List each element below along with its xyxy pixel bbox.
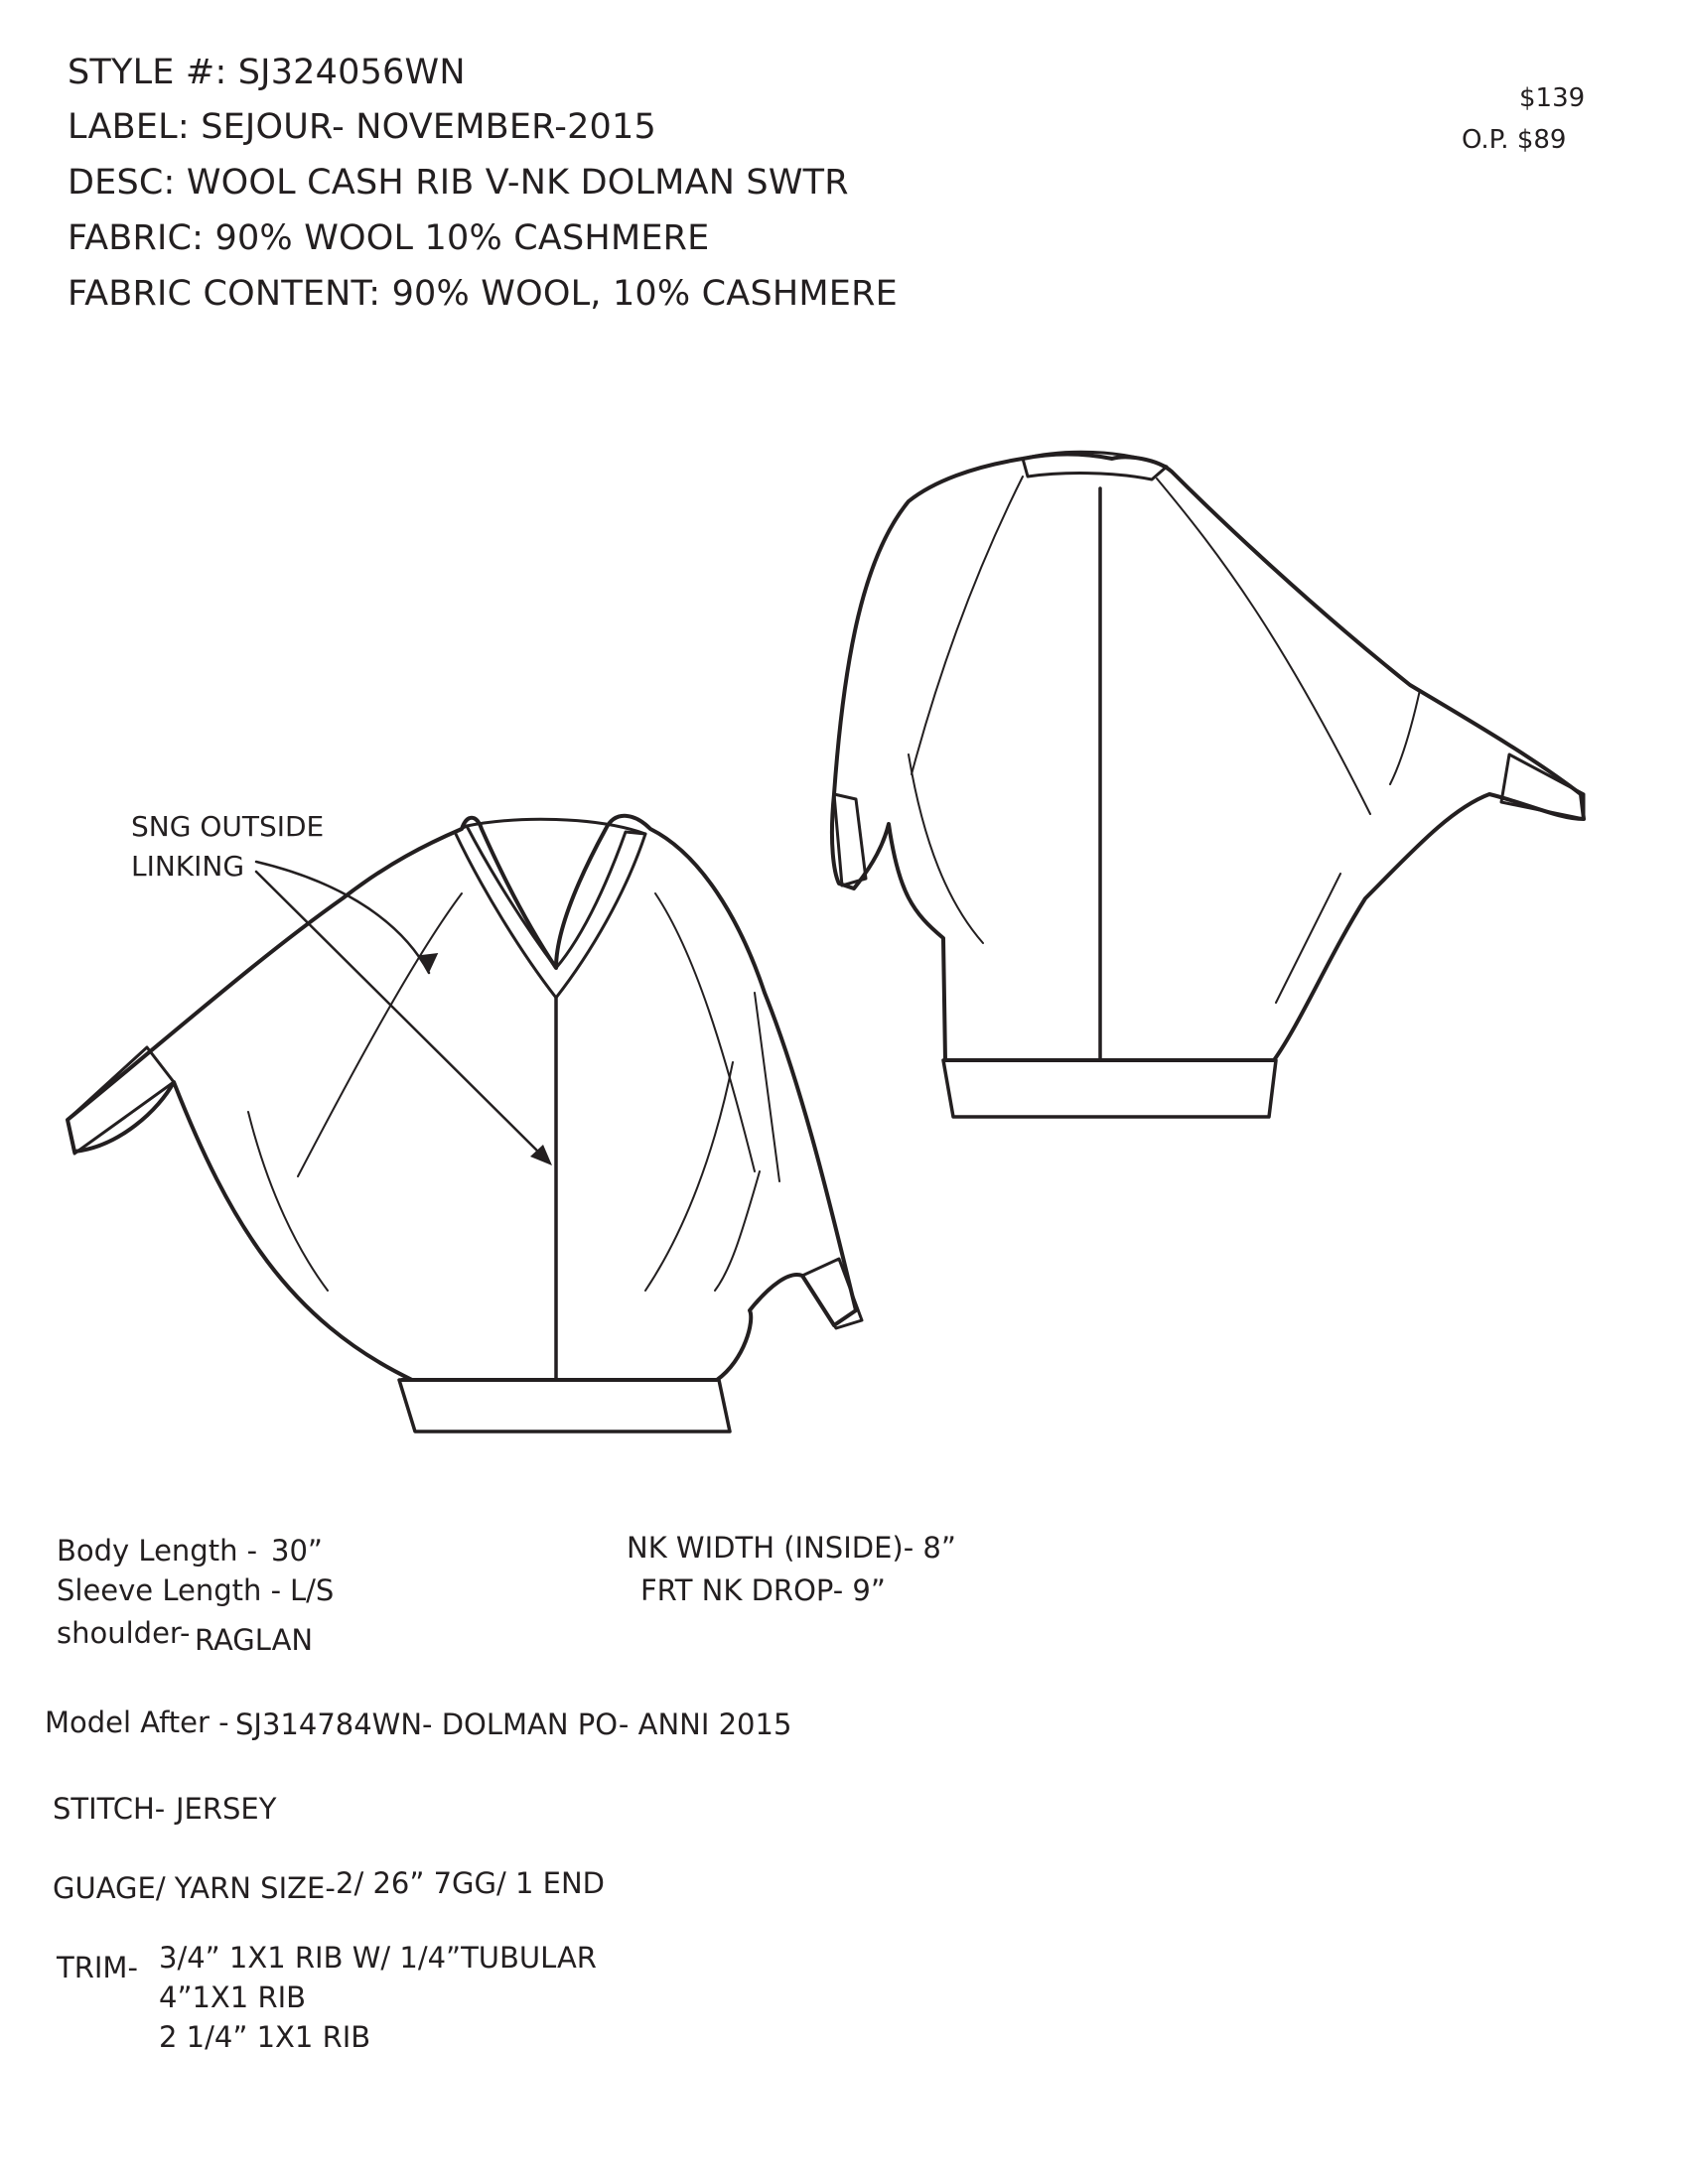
annotation-line-1: SNG OUTSIDE xyxy=(131,810,325,843)
trim-value-2: 4”1X1 RIB xyxy=(159,1980,307,2014)
annotation-line-2: LINKING xyxy=(131,850,245,883)
fabric-line: FABRIC: 90% WOOL 10% CASHMERE xyxy=(68,218,710,258)
body-length-value: 30” xyxy=(271,1534,323,1568)
model-after-value: SJ314784WN- DOLMAN PO- ANNI 2015 xyxy=(235,1707,792,1741)
shoulder-label: shoulder- xyxy=(57,1616,191,1650)
gauge-value: 2/ 26” 7GG/ 1 END xyxy=(336,1866,605,1900)
trim-label: TRIM- xyxy=(57,1951,138,1984)
annotation-arrows xyxy=(256,862,552,1165)
sweater-back-sketch xyxy=(832,452,1584,1117)
model-after-label: Model After - xyxy=(45,1706,229,1739)
price: $139 xyxy=(1519,83,1586,113)
sleeve-length-label: Sleeve Length - xyxy=(57,1573,282,1607)
neck-width: NK WIDTH (INSIDE)- 8” xyxy=(627,1531,956,1565)
label-line: LABEL: SEJOUR- NOVEMBER-2015 xyxy=(68,107,656,147)
trim-value-3: 2 1/4” 1X1 RIB xyxy=(159,2020,371,2054)
description-line: DESC: WOOL CASH RIB V-NK DOLMAN SWTR xyxy=(68,163,849,203)
gauge-label: GUAGE/ YARN SIZE- xyxy=(53,1871,336,1905)
shoulder-value: RAGLAN xyxy=(195,1623,314,1657)
fabric-content-line: FABRIC CONTENT: 90% WOOL, 10% CASHMERE xyxy=(68,274,898,314)
front-neck-drop: FRT NK DROP- 9” xyxy=(640,1573,886,1607)
sweater-front-sketch xyxy=(68,816,862,1432)
stitch-label: STITCH- xyxy=(53,1792,166,1826)
style-number: STYLE #: SJ324056WN xyxy=(68,53,466,92)
trim-value-1: 3/4” 1X1 RIB W/ 1/4”TUBULAR xyxy=(159,1941,597,1975)
sleeve-length-value: L/S xyxy=(290,1573,335,1607)
body-length-label: Body Length - xyxy=(57,1534,258,1568)
original-price: O.P. $89 xyxy=(1462,125,1567,155)
stitch-value: JERSEY xyxy=(176,1792,277,1826)
